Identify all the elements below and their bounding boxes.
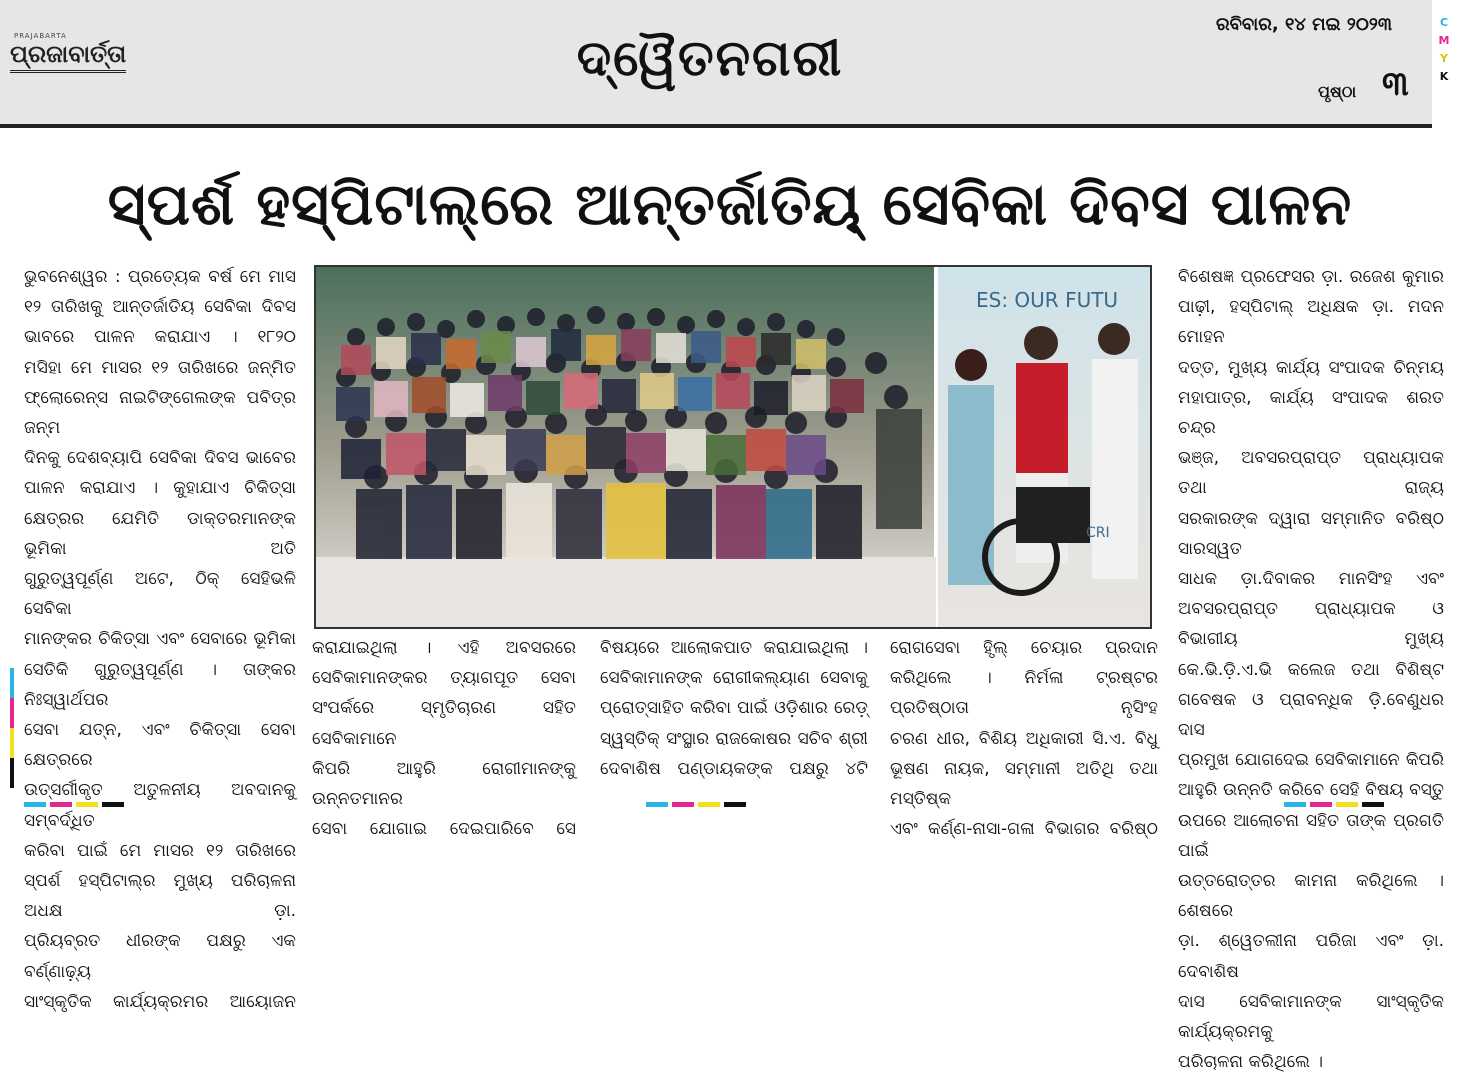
col5-line: ମହାପାତ୍ର, କାର୍ଯ୍ୟ ସଂପାଦକ ଶରତ ଚନ୍ଦ୍ର [1178, 387, 1444, 439]
masthead [0, 0, 1432, 124]
article-headline: ସ୍ପର୍ଶ ହସ୍ପିଟାଲ୍‌ରେ ଆନ୍ତର୍ଜାତିୟ୍ ସେବିକା ଦିବସ ପାଳନ [107, 170, 1353, 238]
cmyk-k: K [1439, 70, 1449, 83]
col5-line: ବିଶେଷଜ୍ଞ ପ୍ରଫେସର ଡ଼ା. ରଜେଶ କୁମାର [1178, 267, 1444, 287]
col4-line: ଚରଣ ଧୀର, ବିଶିୟ ଅଧିକାରୀ ସି.ଏ. ବିଧୁ [890, 728, 1158, 749]
article-column-5 [1178, 262, 1444, 1077]
article-column-4 [890, 633, 1158, 844]
col3-line: ସେବିକାମାନଙ୍କ ରୋଗୀକଲ୍ୟାଣ ସେବାକୁ [600, 668, 868, 689]
photo-sign-text: CRI [1086, 525, 1110, 541]
col1-line: ସେତିକି ଗୁରୁତ୍ୱପୂର୍ଣ୍ଣ । ତାଙ୍କର ନିଃସ୍ୱାର୍ଥପର [24, 659, 296, 710]
col5-line: ଭଞ୍ଜ, ଅବସରପ୍ରାପ୍ତ ପ୍ରାଧ୍ୟାପକ ତଥା ରାଜ୍ୟ [1178, 448, 1444, 499]
col3-line: ପ୍ରୋତ୍ସାହିତ କରିବା ପାଇଁ ଓଡ଼ିଶାର ରେଡ଼୍ [600, 698, 868, 719]
col3-line: ଦେବାଶିଷ ପଣ୍ଡାୟକଙ୍କ ପକ୍ଷରୁ ୪ଟି [600, 758, 868, 779]
col1-line: ଦିନକୁ ଦେଶବ୍ୟାପି ସେବିକା ଦିବସ ଭାବେର [24, 448, 296, 469]
col1-line: ୧୨ ତାରିଖକୁ ଆନ୍ତର୍ଜାତିୟ ସେବିକା ଦିବସ [24, 297, 296, 318]
section-title: ଦ୍ୱୈତନଗରୀ [576, 29, 844, 87]
col5-line: ପ୍ରମୁଖ ଯୋଗଦେଇ ସେବିକାମାନେ କିପରି [1178, 750, 1444, 771]
registration-side-mark [10, 668, 14, 788]
col1-line: ପ୍ରିୟବ୍ରତ ଧୀରଙ୍କ ପକ୍ଷରୁ ଏକ ବର୍ଣ୍ଣାଢ଼୍ୟ [24, 931, 296, 982]
col2-line: କିପରି ଆହୁରି ରୋଗୀମାନଙ୍କୁ ଉନ୍ନତମାନର [312, 758, 576, 810]
registration-mark-right [1284, 802, 1384, 807]
col5-line: ସରକାରଙ୍କ ଦ୍ୱାରା ସମ୍ମାନିତ ବରିଷ୍ଠ ସାରସ୍ୱତ [1178, 508, 1444, 559]
col5-line: ଦାସ ସେବିକାମାନଙ୍କ ସାଂସ୍କୃତିକ କାର୍ଯ୍ୟକ୍ରମକୁ [1178, 991, 1444, 1043]
logo-text: ପ୍ରଜାବାର୍ତ୍ତା [10, 38, 126, 73]
col1-line: କରିବା ପାଇଁ ମେ ମାସର ୧୨ ତାରିଖରେ [24, 840, 296, 861]
col1-line: ସାଂସ୍କୃତିକ କାର୍ଯ୍ୟକ୍ରମର ଆୟୋଜନ [24, 991, 296, 1012]
col2-line: ସେବିକାମାନଙ୍କର ତ୍ୟାଗପୂତ ସେବା [312, 668, 576, 689]
col5-line: ପାଢ଼ୀ, ହସ୍ପିଟାଲ୍ ଅଧିକ୍ଷକ ଡ଼ା. ମଦନ ମୋହନ [1178, 297, 1444, 348]
col5-line: ଡ଼ା. ଶ୍ୱେତଲୀନା ପରିଜା ଏବଂ ଡ଼ା. ଦେବାଶିଷ [1178, 931, 1444, 982]
col1-line: ଫ୍ଲୋରେନ୍ସ ନାଇଟିଙ୍ଗେଲଙ୍କ ପବିତ୍ର ଜନ୍ମ [24, 387, 296, 439]
col1-line: ମାନଙ୍କର ଚିକିତ୍ସା ଏବଂ ସେବାରେ ଭୂମିକା [24, 629, 296, 650]
col1-line: ମସିହା ମେ ମାସର ୧୨ ତାରିଖରେ ଜନ୍ମିତ [24, 357, 296, 378]
registration-mark-left [24, 802, 124, 807]
col2-line: କରାଯାଇଥିଲା । ଏହି ଅବସରରେ [312, 638, 576, 658]
col5-line: ଗବେଷକ ଓ ପ୍ରାବନ୍ଧିକ ଡ଼ି.ବେଣୁଧର ଦାସ [1178, 689, 1444, 741]
col5-line: ଉପରେ ଆଲୋଚନା ସହିତ ତାଙ୍କ ପ୍ରଗତି ପାଇଁ [1178, 810, 1444, 861]
col5-line: ଦତ୍ତ, ମୁଖ୍ୟ କାର୍ଯ୍ୟ ସଂପାଦକ ଚିନ୍ମୟ [1178, 357, 1444, 378]
col1-line: କ୍ଷେତ୍ରର ଯେମିତି ଡାକ୍ତରମାନଙ୍କ ଭୂମିକା ଅତି [24, 508, 296, 559]
col1-line: ସେବା ଯତ୍ନ, ଏବଂ ଚିକିତ୍ସା ସେବା କ୍ଷେତ୍ରରେ [24, 720, 296, 771]
col1-line: ଭାବରେ ପାଳନ କରାଯାଏ । ୧୮୨୦ [24, 327, 296, 348]
event-photo-illustration [316, 267, 1150, 627]
col2-line: ସଂପର୍କରେ ସ୍ମୃତିଚାରଣ ସହିତ ସେବିକାମାନେ [312, 698, 576, 749]
col5-line: ସାଧକ ଡ଼ା.ଦିବାକର ମାନସିଂହ ଏବଂ [1178, 569, 1444, 590]
col4-line: ରୋଗସେବା ହୃିଲ୍ ଚେୟାର ପ୍ରଦାନ [890, 638, 1158, 658]
issue-date: ରବିବାର, ୧୪ ମଇ ୨୦୨୩ [1215, 14, 1392, 35]
col1-line: ଉତ୍ସର୍ଗୀକୃତ ଅତୁଳନୀୟ ଅବଦାନକୁ ସମ୍ବର୍ଦ୍ଧିତ [24, 780, 296, 831]
col2-line: ସେବା ଯୋଗାଇ ଦେଇପାରିବେ ସେ [312, 819, 576, 840]
event-photo [314, 265, 1152, 629]
photo-banner-text: ES: OUR FUTU [976, 288, 1119, 312]
col5-line: ଅବସରପ୍ରାପ୍ତ ପ୍ରାଧ୍ୟାପକ ଓ ବିଭାଗୀୟ ମୁଖ୍ୟ [1178, 599, 1444, 650]
col4-line: କରିଥିଲେ । ନିର୍ମଳା ଟ୍ରଷ୍ଟର ପ୍ରତିଷ୍ଠାତା ନୃସିଂହ [890, 668, 1158, 719]
col1-line: ସ୍ପର୍ଶ ହସ୍ପିଟାଲ୍‌ର ମୁଖ୍ୟ ପରିଚାଳନା ଅଧକ୍ଷ ଡ଼ା. [24, 871, 296, 922]
col4-line: ଏବଂ କର୍ଣ୍ଣ-ନାସା-ଗଳା ବିଭାଗର ବରିଷ୍ଠ [890, 819, 1158, 840]
registration-mark-center [646, 802, 746, 807]
col4-line: ଭୂଷଣ ନାୟକ, ସମ୍ମାନୀ ଅତିଥି ତଥା ମସ୍ତିଷ୍କ [890, 758, 1158, 810]
col5-line: କେ.ଭି.ଡ଼ି.ଏ.ଭି କଲେଜ ତଥା ବିଶିଷ୍ଟ [1178, 659, 1444, 680]
col5-line: ପରିଚାଳନା କରିଥିଲେ । [1178, 1052, 1324, 1073]
cmyk-c: C [1439, 16, 1449, 29]
header-divider [0, 124, 1432, 128]
article-column-1 [24, 262, 296, 1017]
newspaper-logo [10, 30, 127, 82]
col5-line: ଆହୁରି ଉନ୍ନତି କରିବେ ସେହି ବିଷୟ ବସ୍ତୁ [1178, 780, 1444, 801]
cmyk-y: Y [1440, 52, 1448, 65]
col3-line: ସ୍ୱସ୍ତିକ୍ ସଂସ୍ଥାର ରାଜକୋଷର ସଚିବ ଶ୍ରୀ [600, 728, 868, 749]
cmyk-m: M [1438, 34, 1450, 47]
article-column-2 [312, 633, 576, 844]
cmyk-marks [1437, 14, 1451, 86]
page-number: ୩ [1382, 64, 1409, 104]
col5-line: ଉତ୍ତରୋତ୍ତର କାମନା କରିଥିଲେ । ଶେଷରେ [1178, 871, 1444, 922]
logo-small-text: PRAJABARTA [14, 32, 67, 40]
photo-guests [948, 323, 1138, 593]
page-label: ପୃଷ୍ଠା [1318, 82, 1357, 101]
col1-line: ଗୁରୁତ୍ୱପୂର୍ଣ୍ଣ ଅଟେ, ଠିକ୍ ସେହିଭଳି ସେବିକା [24, 569, 296, 620]
col1-line: ଭୁବନେଶ୍ୱର : ପ୍ରତ୍ୟେକ ବର୍ଷ ମେ ମାସ [24, 267, 296, 287]
col3-line: ବିଷୟରେ ଆଲୋକପାତ କରାଯାଇଥିଲା । [600, 638, 868, 658]
col1-line: ପାଳନ କରାଯାଏ । କୁହାଯାଏ ଚିକିତ୍ସା [24, 478, 296, 499]
article-column-3 [600, 633, 868, 784]
